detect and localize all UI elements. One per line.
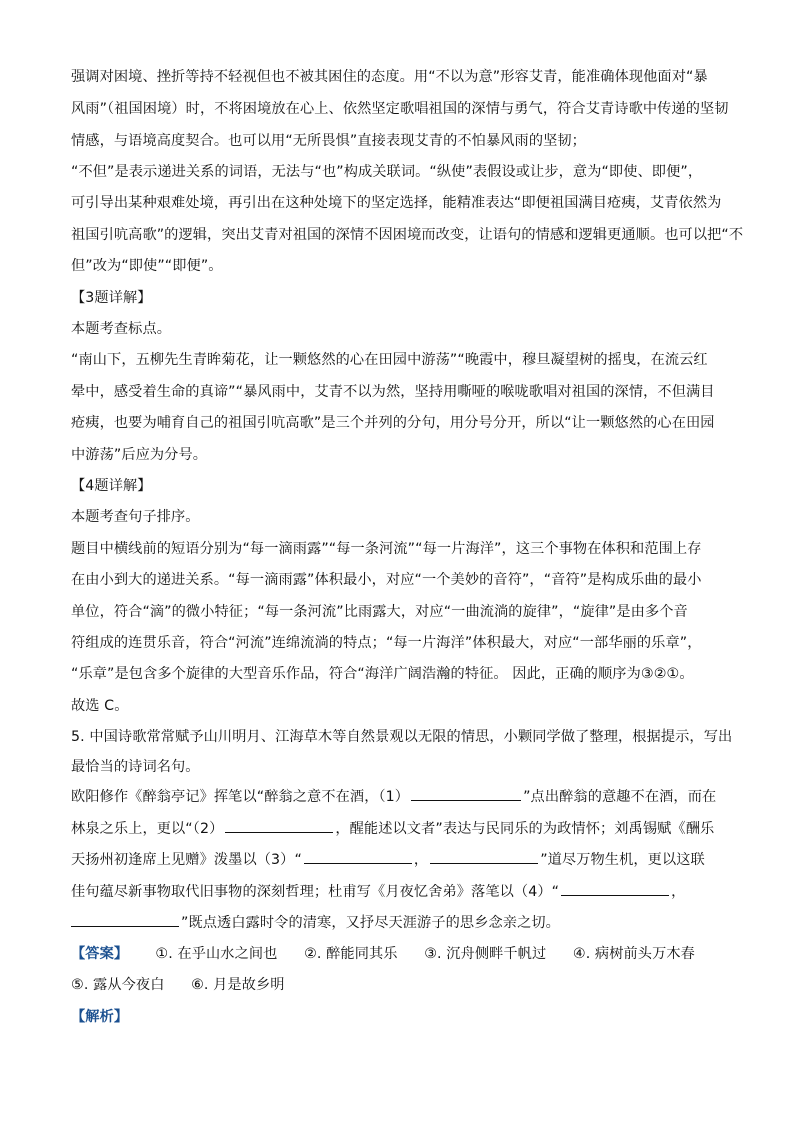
analysis-label: 【解析】: [71, 1009, 129, 1025]
answer-blank-4a[interactable]: [561, 881, 669, 896]
text-line: 但”改为“即使”“即便”。: [71, 258, 223, 274]
question-5-stem: 5. 中国诗歌常常赋予山川明月、江海草木等自然景观以无限的情思，小颗同学做了整理，根据提示，写出: [71, 729, 733, 745]
answer-blank-2[interactable]: [225, 818, 333, 833]
answer-row-1: [71, 944, 761, 964]
q5-line-5: ”既点透白露时令的清寒，又抒尽天涯游子的思乡念亲之切。: [71, 912, 761, 933]
text-line: “不但”是表示递进关系的词语，无法与“也”构成关联词。“纵使”表假设或让步，意为“即使、即便”，: [71, 164, 703, 180]
text-line: 故选 C。: [71, 698, 129, 714]
q5-line-3: 天扬州初逢席上见赠》泼墨以（3）“ ， ”道尽万物生机，更以这联: [71, 849, 761, 870]
text-line: 可引导出某种艰难处境，再引出在这种处境下的坚定选择，能精准表达“即便祖国满目疮痍，艾青依然为: [71, 195, 722, 211]
text-line: 本题考查句子排序。: [71, 509, 200, 525]
text-line: 最恰当的诗词名句。: [71, 759, 200, 775]
answer-item: ⑤. 露从今夜白: [71, 977, 165, 993]
answer-blank-4b[interactable]: [71, 912, 179, 927]
answer-item: ②. 醉能同其乐: [304, 946, 398, 962]
text-line: “南山下，五柳先生青眸菊花，让一颗悠然的心在田园中游荡”“晚霞中，穆旦凝望树的摇曳，在流云红: [71, 352, 708, 368]
answer-item: ⑥. 月是故乡明: [191, 977, 285, 993]
text-line: “乐章”是包含多个旋律的大型音乐作品，符合“海洋广阔浩瀚的特征。 因此，正确的顺序为③②①。: [71, 666, 694, 682]
answer-blank-3a[interactable]: [304, 849, 412, 864]
q5-line-2: 林泉之乐上，更以“（2） ，醒能述以文者”表达与民同乐的为政情怀；刘禹锡赋《酬乐: [71, 818, 761, 839]
section-heading: 【4题详解】: [71, 478, 152, 494]
answer-blank-1[interactable]: [411, 786, 521, 801]
text-line: 疮痍，也要为哺育自己的祖国引吭高歌”是三个并列的分句，用分号分开，所以“让一颗悠然的心在田园: [71, 415, 715, 431]
text-line: 风雨”（祖国困境）时，不将困境放在心上、依然坚定歌唱祖国的深情与勇气，符合艾青诗歌中传递的坚韧: [71, 101, 729, 117]
answer-row-2: [71, 975, 761, 995]
text-line: 单位，符合“滴”的微小特征；“每一条河流”比雨露大，对应“一曲流淌的旋律”，“旋律”是由多个音: [71, 604, 688, 620]
answer-item: ④. 病树前头万木春: [572, 946, 695, 962]
text-line: 强调对困境、挫折等持不轻视但也不被其困住的态度。用“不以为意”形容艾青，能准确体现他面对“暴: [71, 69, 708, 85]
section-heading: 【3题详解】: [71, 290, 152, 306]
text-line: 题目中横线前的短语分别为“每一滴雨露”“每一条河流”“每一片海洋”，这三个事物在体积和范围上存: [71, 541, 702, 557]
q5-line-1: 欧阳修作《醉翁亭记》挥笔以“醉翁之意不在酒，（1） ”点出醉翁的意趣不在酒，而在: [71, 786, 761, 807]
text-line: 本题考查标点。: [71, 321, 172, 337]
text-line: 祖国引吭高歌”的逻辑，突出艾青对祖国的深情不因困境而改变，让语句的情感和逻辑更通顺。也可以把“不: [71, 227, 744, 243]
text-line: 在由小到大的递进关系。“每一滴雨露”体积最小，对应“一个美妙的音符”，“音符”是构成乐曲的最小: [71, 572, 702, 588]
answer-item: ③. 沉舟侧畔千帆过: [424, 946, 547, 962]
text-line: 符组成的连贯乐音，符合“河流”连绵流淌的特点；“每一片海洋”体积最大，对应“一部华丽的乐章”，: [71, 635, 702, 651]
answer-blank-3b[interactable]: [430, 849, 538, 864]
text-line: 中游荡”后应为分号。: [71, 447, 208, 463]
answer-item: ①. 在乎山水之间也: [155, 946, 278, 962]
text-line: 晕中，感受着生命的真谛”“暴风雨中，艾青不以为然，坚持用嘶哑的喉咙歌唱对祖国的深情，不但满目: [71, 384, 715, 400]
text-line: 情感，与语境高度契合。也可以用“无所畏惧”直接表现艾青的不怕暴风雨的坚韧；: [71, 133, 586, 149]
answer-label: 【答案】: [71, 946, 129, 962]
q5-line-4: 佳句蕴尽新事物取代旧事物的深刻哲理；杜甫写《月夜忆舍弟》落笔以（4）“ ，: [71, 881, 761, 902]
